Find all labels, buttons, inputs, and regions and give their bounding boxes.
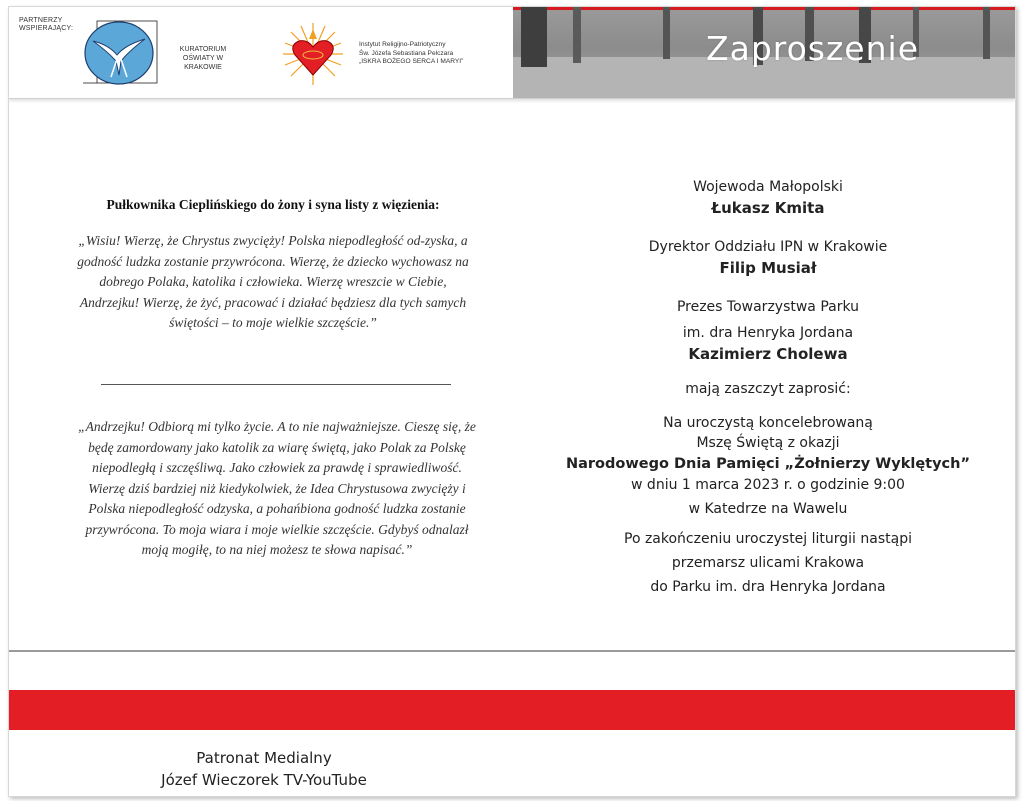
after-line-1: Po zakończeniu uroczystej liturgii nastąpi [624,531,912,547]
host-role-3a: Prezes Towarzystwa Parku [676,299,860,315]
header [9,7,1015,99]
event-place: w Katedrze na Wawelu [688,501,848,517]
quote-wife: „Wisiu! Wierzę, że Chrystus zwycięży! Polska niepodległość od-zyska, a godność ludzka zostanie przywrócona. Wierzę, że dziecko wychowasz na dobrego Polaka, katolika i człowieka. Wierzę wreszcie w Ciebie, Andrzejku! Wierzę, że żyć, pracować i działać będziesz dla tych samych świętości – to moje wielkie szczęście.” [77,233,469,330]
park-photo [513,7,1015,98]
invitation-page [8,6,1016,797]
host-role-2: Dyrektor Oddziału IPN w Krakowie [648,239,888,255]
letters-title: Pułkownika Cieplińskiego do żony i syna listy z więzienia: [106,197,440,212]
invitation-title: Zaproszenie [705,29,919,68]
event-date: w dniu 1 marca 2023 r. o godzinie 9:00 [631,477,905,493]
after-line-3: do Parku im. dra Henryka Jordana [650,579,886,595]
host-name-3: Kazimierz Cholewa [688,345,848,363]
media-patron [149,747,379,791]
kuratorium-text: KURATORIUM OŚWIATY W KRAKOWIE [179,46,227,71]
letters-section-2 [75,417,479,561]
quote-son: „Andrzejku! Odbiorą mi tylko życie. A to nie najważniejsze. Cieszę się, że będę zamordowany jako katolik za wiarę świętą, jako Polak za Polskę niepodległą i szczęśliwą. Jako człowiek za prawdę i sprawiedliwość. Wierzę dziś bardziej niż kiedykolwiek, że Idea Chrystusowa zwycięży i Polska niepodległość odzyska, a pohańbiona godność ludzka zostanie przywrócona. To moja wiara i moje wielkie szczęście. Gdybyś odnalazł moją mogiłę, to na niej możesz te słowa napisać.” [78,419,476,557]
event-line-2: Mszę Świętą z okazji [696,435,840,451]
invite-line: mają zaszczyt zaprosić: [685,381,851,397]
patron-label: Patronat Medialny [196,749,332,767]
host-name-1: Łukasz Kmita [711,199,825,217]
divider [101,384,451,385]
host-role-1: Wojewoda Małopolski [693,179,843,195]
kuratorium-logo [81,19,161,87]
red-band [9,690,1015,730]
sacred-heart-logo [281,21,345,87]
letters-section [71,197,475,334]
host-name-2: Filip Musiał [719,259,817,277]
partners-label: PARTNERZY WSPIERAJĄCY: [19,17,74,32]
invitation-text [539,177,997,597]
bottom-divider [9,650,1015,652]
host-role-3b: im. dra Henryka Jordana [682,325,854,341]
event-line-3: Narodowego Dnia Pamięci „Żołnierzy Wyklętych” [565,456,971,472]
patron-name: Józef Wieczorek TV-YouTube [161,771,367,789]
event-line-1: Na uroczystą koncelebrowaną [663,415,873,431]
institute-text: Instytut Religijno-Patriotyczny Św. Józefa Sebastiana Pelczara „ISKRA BOŻEGO SERCA I MARYI” [359,41,464,65]
after-line-2: przemarsz ulicami Krakowa [671,555,865,571]
